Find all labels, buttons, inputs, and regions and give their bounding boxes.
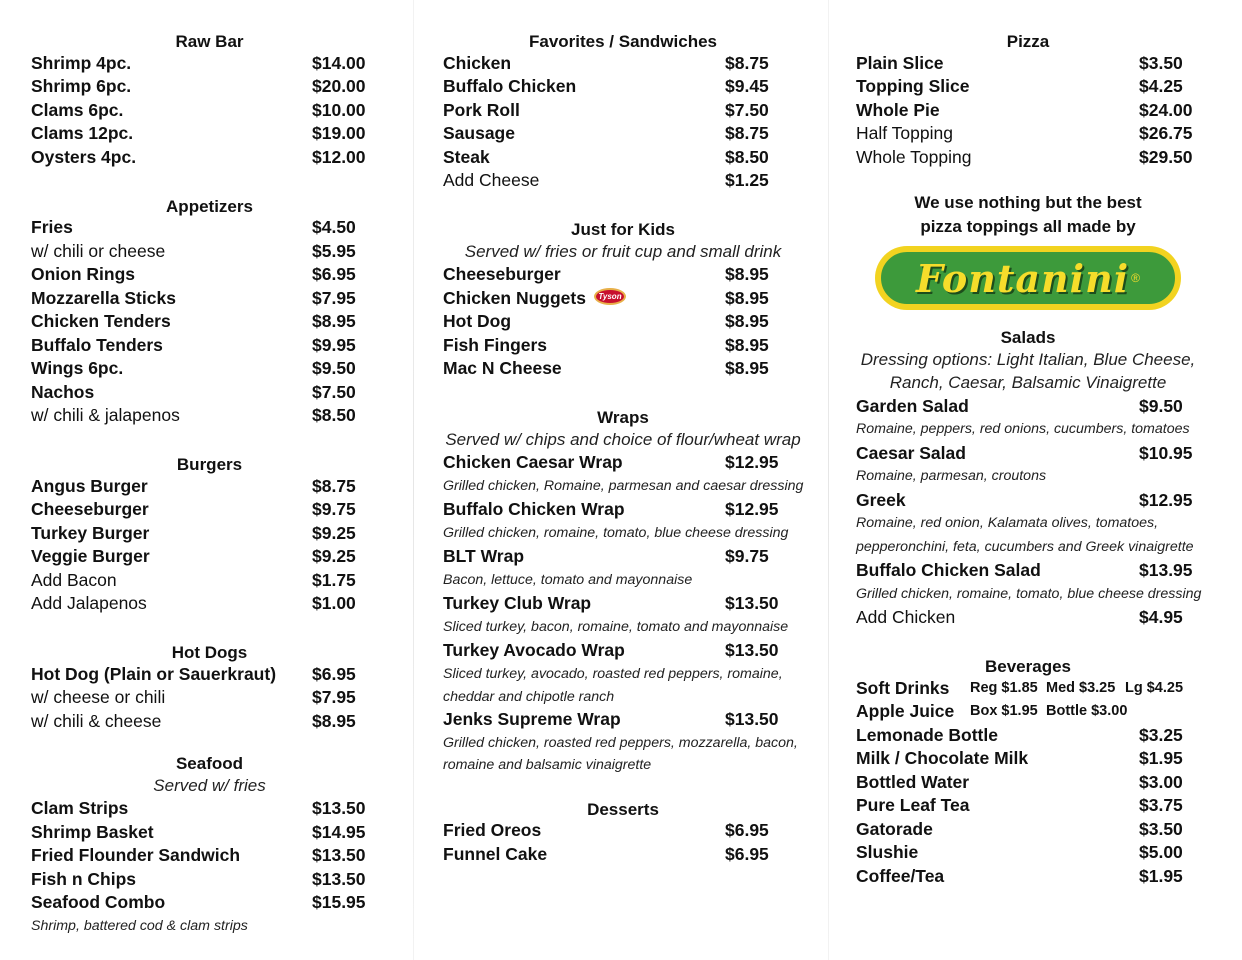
item-name: Coffee/Tea [856,865,945,886]
item-name: Fish Fingers [443,334,548,355]
item-name: BLT Wrap [443,546,525,566]
item-price: $8.50 [725,146,769,167]
section-beverages [856,653,1200,888]
item-name: Hot Dog (Plain or Sauerkraut) [31,663,277,684]
item-price: $7.50 [725,99,769,120]
item-description: pepperonchini, feta, cucumbers and Greek vinaigrette [856,538,1194,555]
menu-item [443,592,803,616]
section-seafood [31,750,388,938]
section-wraps [443,404,803,776]
item-price: $8.95 [312,710,356,731]
item-price: $9.25 [312,546,356,566]
item-name: Topping Slice [856,76,970,96]
menu-item [31,381,388,405]
item-description: cheddar and chipotle ranch [443,689,615,705]
item-name: Cheeseburger [443,264,561,284]
item-price: $5.95 [312,240,356,261]
item-name: Lemonade Bottle [856,724,998,745]
spacer [856,630,1200,654]
item-description: Romaine, peppers, red onions, cucumbers, tomatoes [856,421,1190,437]
menu-item [856,747,1200,771]
menu-item [443,639,803,663]
item-name: w/ cheese or chili [31,687,166,707]
section-title: Beverages [984,657,1071,676]
menu-item [443,451,803,475]
item-name: Pure Leaf Tea [856,795,970,815]
menu-item [31,52,388,76]
item-name: Fries [31,217,73,237]
menu-item [443,357,803,381]
item-name: Steak [443,146,490,167]
item-price: $12.95 [725,499,779,519]
item-name: Shrimp 6pc. [31,76,132,96]
section-subtitle: Served w/ chips and choice of flour/wheat wrap [445,429,801,449]
item-name: Oysters 4pc. [31,146,137,167]
menu-item [443,169,803,193]
item-price: $4.25 [1139,76,1183,96]
item-name: Buffalo Chicken Wrap [443,499,625,519]
menu-item [856,865,1200,889]
item-price: $13.50 [312,798,366,818]
item-name: Add Chicken [856,607,956,627]
section-title: Salads [1000,328,1056,347]
fold-line-left [413,0,414,960]
spacer [443,776,803,796]
item-price: $13.50 [312,845,366,865]
item-name: Funnel Cake [443,843,548,864]
menu-column-1 [31,28,388,938]
menu-item [31,334,388,358]
menu-item [31,686,388,710]
menu-item [31,891,388,915]
section-title: Burgers [176,455,243,474]
section-subtitle: Served w/ fries [153,775,266,795]
item-price: $9.95 [312,334,356,355]
section-burgers [31,451,388,616]
item-description: Grilled chicken, Romaine, parmesan and caesar dressing [443,477,804,494]
item-name: Wings 6pc. [31,358,124,378]
menu-item [31,287,388,311]
spacer [443,193,803,217]
item-name: w/ chili & cheese [31,710,162,731]
spacer [856,310,1200,324]
item-price: $12.95 [1139,489,1193,510]
menu-item [31,75,388,99]
item-price: $3.00 [1139,771,1183,792]
item-description: Romaine, parmesan, croutons [856,468,1047,484]
item-name: w/ chili or cheese [31,240,166,261]
menu-item [856,771,1200,795]
item-name: Add Jalapenos [31,593,147,613]
item-price: $13.50 [725,640,779,660]
item-name-nuggets [443,287,626,311]
item-price: $9.75 [312,499,356,519]
menu-item-apple-juice [856,700,1200,724]
menu-item [856,559,1200,583]
item-price: $13.50 [312,868,366,889]
menu-item [443,310,803,334]
item-description: Grilled chicken, roasted red peppers, mozzarella, bacon, [443,734,798,751]
menu-item [856,52,1200,76]
menu-item [443,99,803,123]
item-price: $9.75 [725,546,769,566]
spacer [443,381,803,405]
menu-column-2 [443,28,803,866]
menu-item [856,146,1200,170]
item-name: Chicken Nuggets [443,287,586,308]
item-name: Pork Roll [443,99,520,120]
item-description: Romaine, red onion, Kalamata olives, tomatoes, [856,515,1159,531]
menu-item [31,122,388,146]
item-description: romaine and balsamic vinaigrette [443,756,652,773]
item-price: $1.25 [725,170,769,190]
item-price: $1.95 [1139,865,1183,886]
item-price: $6.95 [312,264,356,284]
menu-item [31,146,388,170]
menu-column-3 [856,28,1200,888]
item-name: Seafood Combo [31,892,166,912]
item-name: Turkey Club Wrap [443,593,592,613]
section-title: Seafood [175,754,244,773]
menu-item [443,263,803,287]
menu-item [31,263,388,287]
item-price: $20.00 [312,76,366,96]
item-price: $8.75 [725,52,769,73]
size-price-med: Med $3.25 [1046,679,1116,696]
menu-item [31,310,388,334]
item-name: Clams 6pc. [31,99,124,120]
menu-item [856,75,1200,99]
fontanini-logo-badge [879,250,1177,306]
item-name: Apple Juice [856,701,955,721]
item-price: $5.00 [1139,842,1183,862]
item-price: $24.00 [1139,99,1193,120]
section-title: Just for Kids [571,220,675,239]
section-hot-dogs [31,639,388,733]
item-price: $15.95 [312,892,366,912]
item-name: Soft Drinks [856,677,950,698]
item-price: $3.50 [1139,52,1183,73]
size-price-lg: Lg $4.25 [1125,679,1184,696]
item-name: Slushie [856,842,919,862]
item-name: Whole Topping [856,146,972,167]
item-name: Gatorade [856,818,933,839]
item-name: Onion Rings [31,264,136,284]
item-price: $7.95 [312,687,356,707]
menu-item [856,122,1200,146]
menu-item [443,708,803,732]
item-price: $1.95 [1139,748,1183,768]
item-price: $13.50 [725,593,779,613]
spacer [856,169,1200,191]
item-name: Mac N Cheese [443,358,562,378]
registered-mark: ® [1131,271,1141,285]
menu-item [31,797,388,821]
item-price: $29.50 [1139,146,1193,167]
spacer [31,733,388,750]
item-name: Buffalo Tenders [31,334,163,355]
item-price: $14.00 [312,52,366,73]
section-title: Pizza [1006,32,1050,51]
item-name: Plain Slice [856,52,944,73]
menu-item [31,498,388,522]
item-price: $13.95 [1139,560,1193,580]
section-appetizers [31,193,388,428]
menu-item [856,489,1200,513]
section-title: Wraps [597,408,649,427]
item-price: $9.50 [1139,395,1183,416]
item-name: Turkey Avocado Wrap [443,640,625,660]
item-name: Chicken [443,52,512,73]
item-name: Add Bacon [31,569,117,590]
menu-item [31,240,388,264]
item-name: Greek [856,489,906,510]
menu-item [443,843,803,867]
item-description: Shrimp, battered cod & clam strips [31,917,248,934]
item-price: $6.95 [312,663,356,684]
item-name: w/ chili & jalapenos [31,405,180,425]
item-price: $4.50 [312,217,356,237]
menu-item [443,75,803,99]
item-name: Cheeseburger [31,499,149,519]
item-name: Clam Strips [31,798,129,818]
item-name: Sausage [443,123,515,143]
section-pizza [856,28,1200,310]
item-name: Mozzarella Sticks [31,287,176,308]
menu-item [31,99,388,123]
menu-item [31,592,388,616]
dressing-options: Dressing options: Light Italian, Blue Cheese, [860,349,1196,369]
fontanini-logo [875,246,1181,310]
section-title: Appetizers [166,196,253,216]
item-name: Shrimp 4pc. [31,52,132,73]
item-price: $8.95 [725,287,769,308]
item-name: Fish n Chips [31,868,136,889]
item-price: $9.25 [312,522,356,543]
item-price: $7.95 [312,287,356,308]
item-name: Hot Dog [443,311,512,331]
menu-item [856,818,1200,842]
item-price: $12.95 [725,452,779,472]
menu-item [31,868,388,892]
tyson-logo-icon: Tyson [594,288,626,305]
section-just-for-kids [443,216,803,381]
menu-item [31,844,388,868]
item-name: Garden Salad [856,395,969,416]
spacer [31,428,388,452]
menu-item [856,794,1200,818]
menu-item [443,146,803,170]
menu-item [856,841,1200,865]
item-price: $6.95 [725,820,769,840]
menu-item [31,216,388,240]
item-name: Caesar Salad [856,442,966,463]
menu-item-soft-drinks [856,677,1200,701]
menu-item [443,334,803,358]
item-name: Angus Burger [31,475,148,496]
menu-item [31,357,388,381]
menu-item [31,663,388,687]
item-name: Fried Oreos [443,820,542,840]
item-price: $4.95 [1139,607,1183,627]
fold-line-right [828,0,829,960]
item-price: $9.45 [725,76,769,96]
item-price: $7.50 [312,381,356,402]
item-description: Grilled chicken, romaine, tomato, blue cheese dressing [443,524,789,541]
item-name: Jenks Supreme Wrap [443,709,621,729]
item-name: Chicken Tenders [31,311,171,331]
menu-item [443,819,803,843]
dressing-options: Ranch, Caesar, Balsamic Vinaigrette [889,373,1167,392]
section-desserts [443,796,803,867]
item-name: Half Topping [856,123,953,143]
pizza-note: We use nothing but the best [914,193,1142,212]
menu-item [856,724,1200,748]
menu-item [31,404,388,428]
menu-item [443,122,803,146]
item-price: $3.75 [1139,795,1183,815]
menu-item [31,475,388,499]
item-price: $8.95 [312,311,356,331]
item-name: Whole Pie [856,99,940,120]
size-price-reg: Reg $1.85 [970,679,1038,696]
section-title: Favorites / Sandwiches [528,32,717,51]
item-price: $8.95 [725,311,769,331]
item-name: Nachos [31,381,95,402]
item-name: Buffalo Chicken Salad [856,560,1041,580]
item-price: $6.95 [725,843,769,864]
menu-item [443,52,803,76]
item-price: $8.75 [312,475,356,496]
menu-item [31,522,388,546]
menu-item [856,99,1200,123]
section-title: Raw Bar [175,32,244,51]
item-name: Add Cheese [443,170,540,190]
menu-item [443,287,803,311]
item-name: Shrimp Basket [31,821,154,842]
item-price: $1.00 [312,593,356,613]
item-name: Buffalo Chicken [443,76,577,96]
item-description: Sliced turkey, avocado, roasted red peppers, romaine, [443,665,783,682]
pizza-note: pizza toppings all made by [920,216,1136,236]
item-price: $3.50 [1139,818,1183,839]
menu-item [31,545,388,569]
item-description: Sliced turkey, bacon, romaine, tomato and mayonnaise [443,618,789,635]
size-price-box: Box $1.95 [970,703,1038,719]
item-name: Bottled Water [856,771,970,792]
section-salads [856,324,1200,630]
section-title: Hot Dogs [171,643,248,662]
item-description: Grilled chicken, romaine, tomato, blue cheese dressing [856,585,1202,602]
item-name: Milk / Chocolate Milk [856,748,1029,768]
section-raw-bar [31,28,388,169]
item-price: $8.95 [725,264,769,284]
menu-item [31,821,388,845]
section-favorites-sandwiches [443,28,803,193]
item-price: $19.00 [312,123,366,143]
item-name: Clams 12pc. [31,123,134,143]
item-price: $3.25 [1139,724,1183,745]
item-name: Turkey Burger [31,522,150,543]
item-price: $10.95 [1139,442,1193,463]
item-price: $13.50 [725,709,779,729]
item-name: Fried Flounder Sandwich [31,845,241,865]
menu-item [31,569,388,593]
menu-item [856,606,1200,630]
item-price: $8.95 [725,334,769,355]
item-price: $8.50 [312,405,356,425]
fontanini-logo-text: Fontanini [915,255,1130,301]
item-name: Veggie Burger [31,546,150,566]
menu-item [856,442,1200,466]
menu-item [31,710,388,734]
spacer [31,616,388,640]
menu-item [856,395,1200,419]
section-subtitle: Served w/ fries or fruit cup and small drink [464,241,782,261]
spacer [31,169,388,193]
item-name: Chicken Caesar Wrap [443,452,623,472]
section-title: Desserts [587,799,659,819]
item-price: $9.50 [312,358,356,378]
size-price-bottle: Bottle $3.00 [1046,703,1128,719]
item-price: $12.00 [312,146,366,167]
item-price: $8.75 [725,123,769,143]
item-price: $14.95 [312,821,366,842]
item-price: $1.75 [312,569,356,590]
item-price: $8.95 [725,358,769,378]
menu-item [443,498,803,522]
item-price: $26.75 [1139,123,1193,143]
item-price: $10.00 [312,99,366,120]
menu-item [443,545,803,569]
item-description: Bacon, lettuce, tomato and mayonnaise [443,571,693,588]
